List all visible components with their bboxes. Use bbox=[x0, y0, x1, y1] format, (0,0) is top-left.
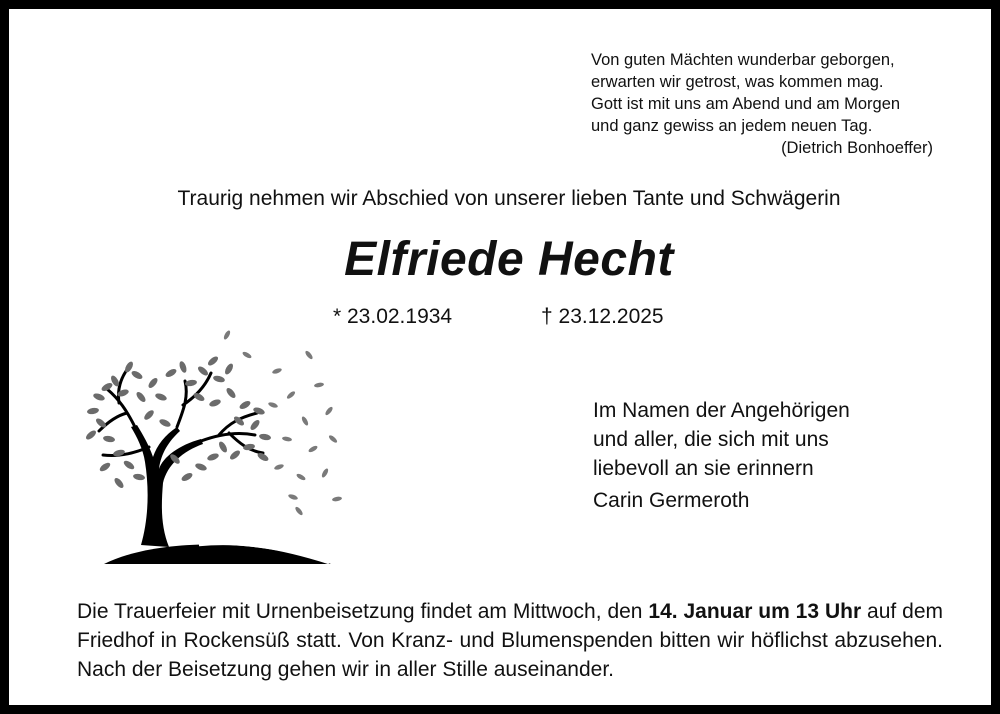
quote-line: Von guten Mächten wunderbar geborgen, bbox=[591, 51, 895, 69]
quote-line: und ganz gewiss an jedem neuen Tag. bbox=[591, 117, 873, 135]
family-line: Im Namen der Angehörigen bbox=[593, 399, 850, 422]
quote-line: erwarten wir getrost, was kommen mag. bbox=[591, 73, 884, 91]
death-date: † 23.12.2025 bbox=[541, 305, 664, 328]
signer-name: Carin Germeroth bbox=[593, 489, 750, 512]
quote-author: (Dietrich Bonhoeffer) bbox=[781, 139, 933, 157]
notice-text: auf dem Friedhof in Rockensüß statt. Von Kranz- und Blumenspenden bitten wir höflichst abzusehen. Nach der Beisetzung gehen wir in aller Stille auseinander. bbox=[77, 600, 943, 681]
family-signature-block bbox=[593, 396, 850, 483]
family-line: und aller, die sich mit uns bbox=[593, 428, 829, 451]
birth-date: * 23.02.1934 bbox=[333, 305, 453, 328]
family-line: liebevoll an sie erinnern bbox=[593, 457, 814, 480]
notice-text: Die Trauerfeier mit Urnenbeisetzung findet am Mittwoch, den bbox=[77, 600, 649, 623]
quote-line: Gott ist mit uns am Abend und am Morgen bbox=[591, 95, 901, 113]
funeral-date-time: 14. Januar um 13 Uhr bbox=[648, 600, 862, 623]
deceased-name: Elfriede Hecht bbox=[344, 233, 674, 286]
bonhoeffer-quote bbox=[591, 49, 951, 159]
farewell-intro: Traurig nehmen wir Abschied von unserer lieben Tante und Schwägerin bbox=[177, 187, 841, 210]
funeral-notice bbox=[77, 597, 943, 684]
tree-with-blowing-leaves-icon bbox=[79, 327, 349, 567]
